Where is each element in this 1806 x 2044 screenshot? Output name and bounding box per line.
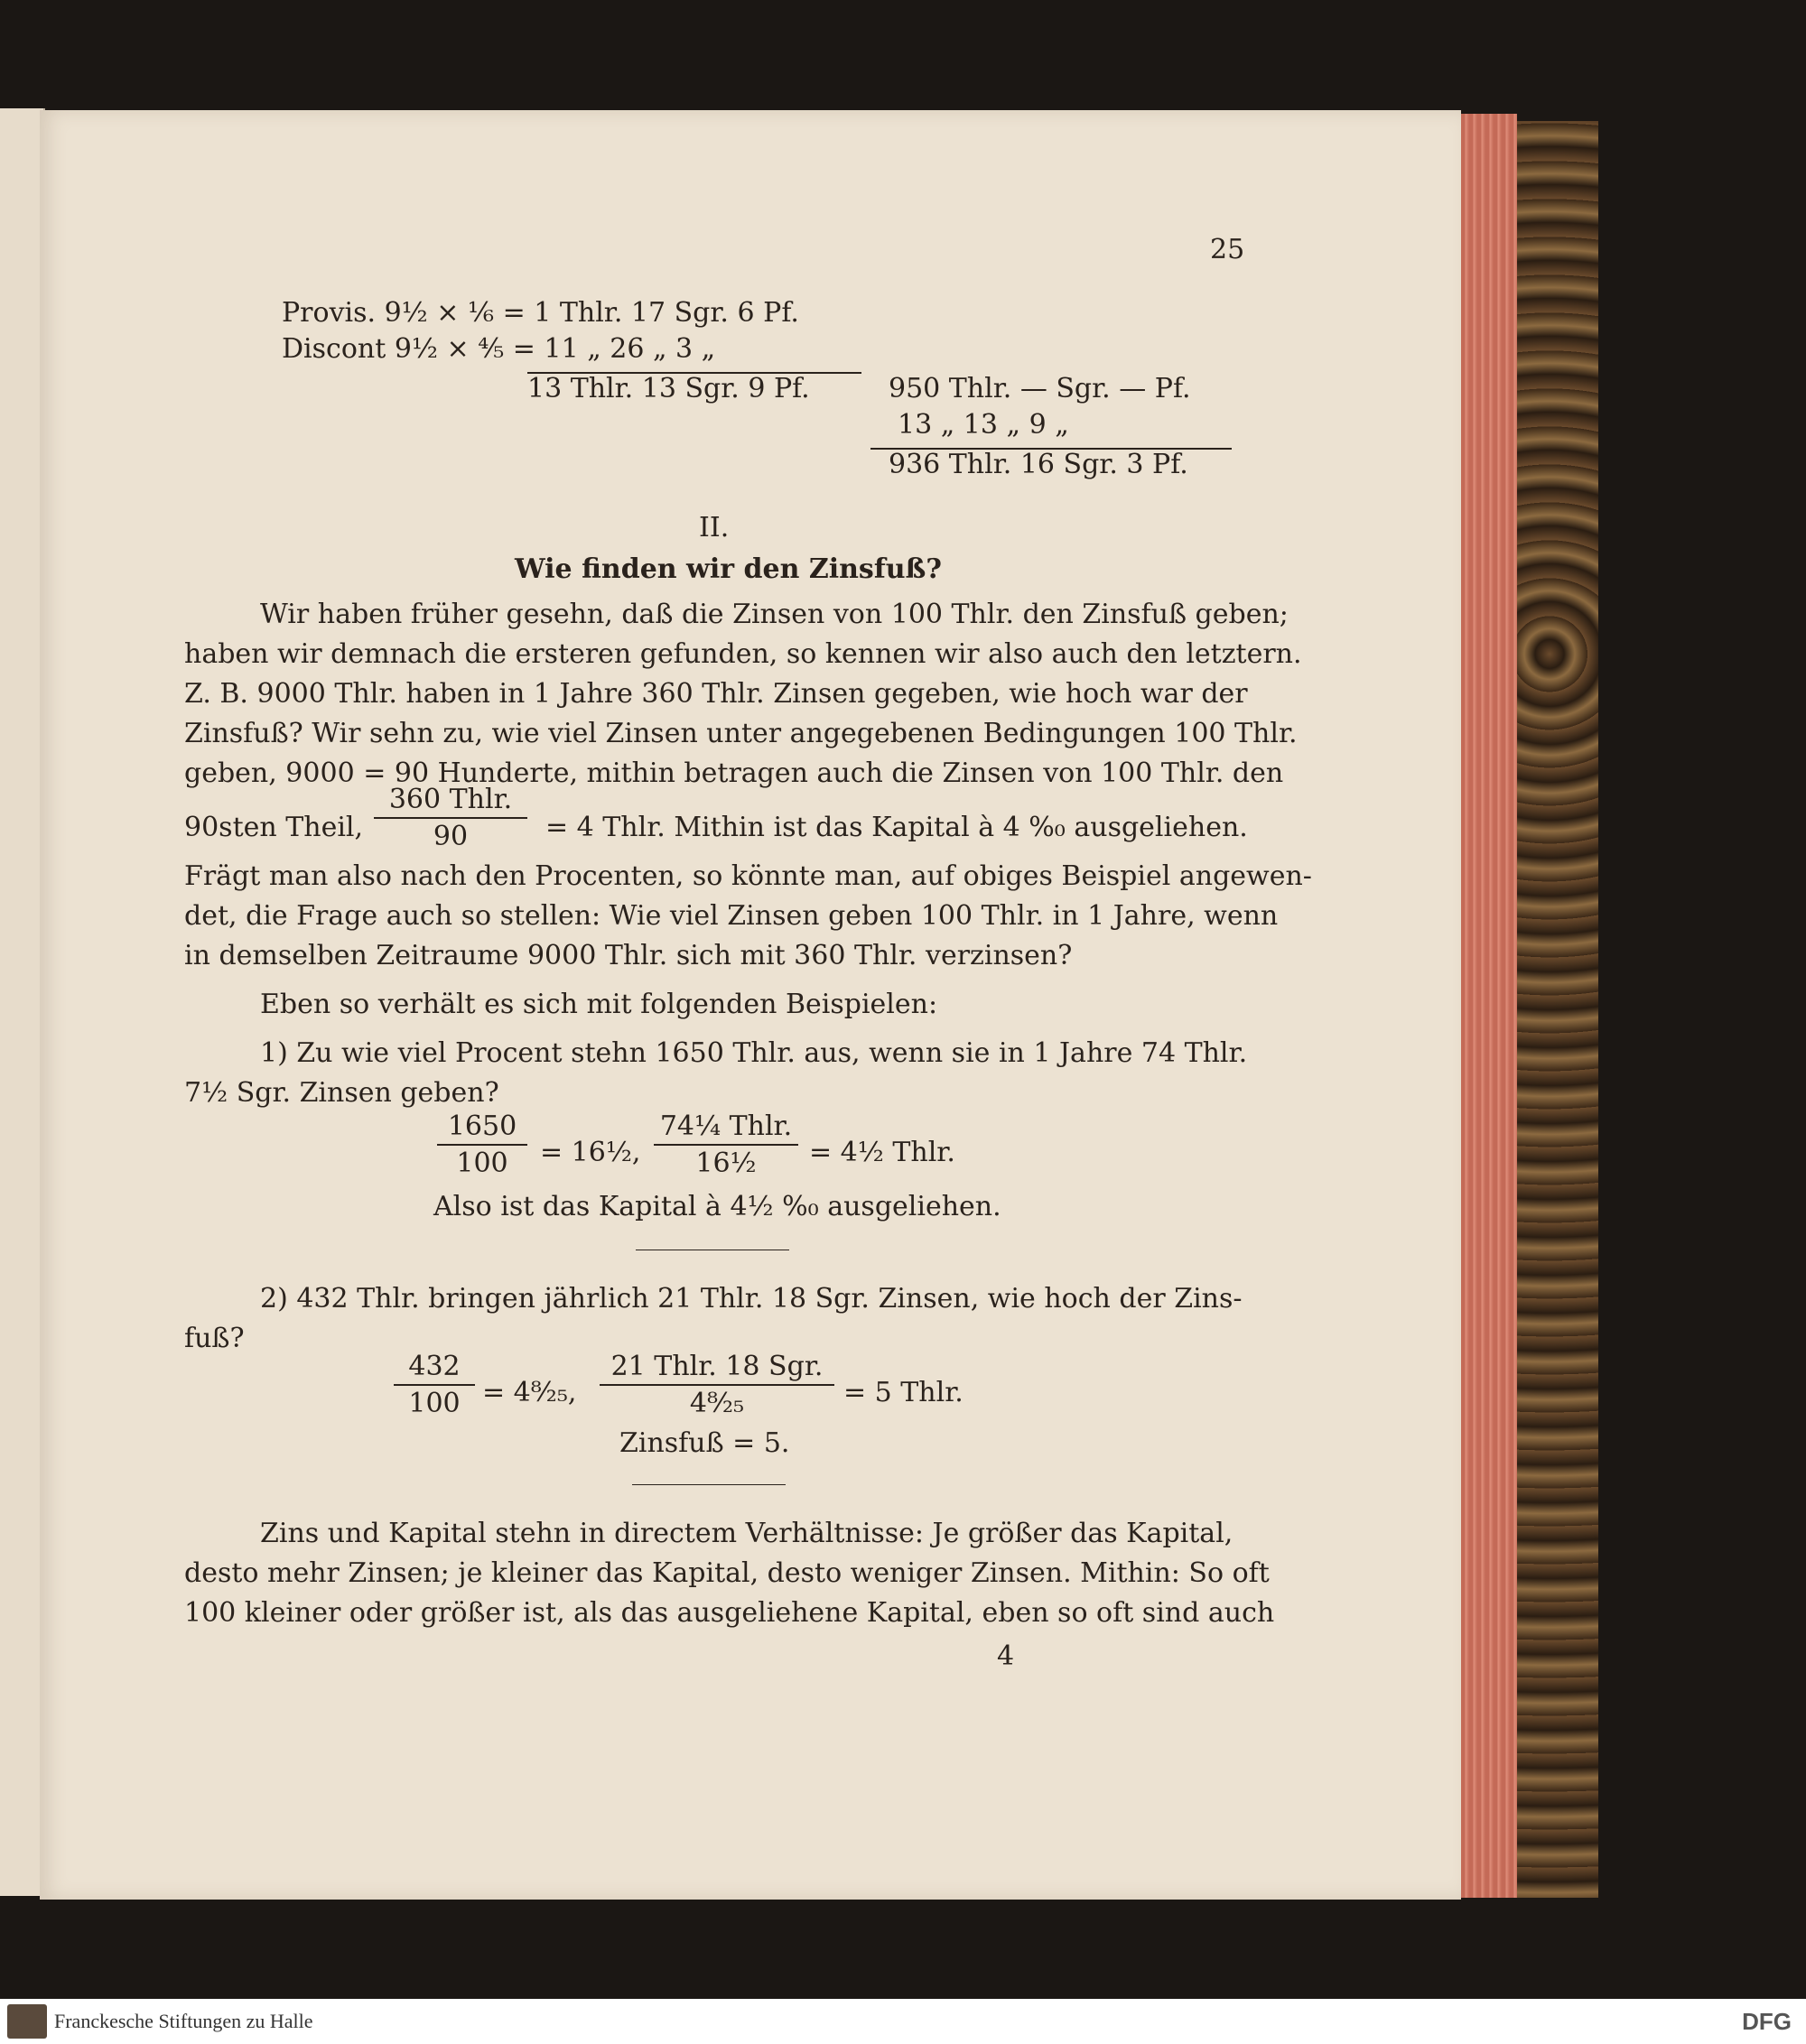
ex1-conclusion: Also ist das Kapital à 4½ %₀ ausgeliehen. (433, 1191, 1001, 1222)
calc-line-3-right: 950 Thlr. — Sgr. — Pf. (889, 373, 1191, 404)
para1-line-4: Zinsfuß? Wir sehn zu, wie viel Zinsen unter angegebenen Bedingungen 100 Thlr. (184, 718, 1298, 749)
para1-eq-prefix: 90sten Theil, (184, 812, 364, 843)
ex2-separator (632, 1484, 786, 1485)
ex1-fraction-1-num: 1650 (437, 1110, 527, 1146)
ex2-line-2: fuß? (184, 1323, 245, 1354)
section-number: II. (699, 512, 730, 544)
left-page-edge (0, 108, 45, 1896)
para2-line-2: det, die Frage auch so stellen: Wie viel Zinsen geben 100 Thlr. in 1 Jahre, wenn (184, 900, 1279, 932)
ex1-fraction-2-den: 16½ (695, 1147, 757, 1179)
para1-line-5: geben, 9000 = 90 Hunderte, mithin betragen auch die Zinsen von 100 Thlr. den (184, 757, 1284, 789)
ex1-line-1: 1) Zu wie viel Procent stehn 1650 Thlr. aus, wenn sie in 1 Jahre 74 Thlr. (260, 1037, 1248, 1069)
ex2-mid: = 4⁸⁄₂₅, (482, 1377, 577, 1408)
para3: Eben so verhält es sich mit folgenden Beispielen: (260, 989, 938, 1020)
ex1-fraction-1 (437, 1110, 527, 1179)
para1-line-3: Z. B. 9000 Thlr. haben in 1 Jahre 360 Thlr. Zinsen gegeben, wie hoch war der (184, 678, 1248, 710)
calc-line-2: Discont 9½ × ⅘ = 11 „ 26 „ 3 „ (282, 333, 716, 365)
para1-fraction-den: 90 (433, 821, 469, 852)
page-number: 25 (1210, 234, 1245, 265)
ex1-mid: = 16½, (540, 1137, 641, 1168)
signature-mark: 4 (997, 1640, 1015, 1672)
ex2-fraction-1-num: 432 (394, 1351, 475, 1386)
section-title: Wie finden wir den Zinsfuß? (515, 553, 942, 585)
ex2-line-1: 2) 432 Thlr. bringen jährlich 21 Thlr. 18 Sgr. Zinsen, wie hoch der Zins- (260, 1283, 1243, 1315)
para1-fraction-num: 360 Thlr. (374, 784, 527, 819)
para1-line-1: Wir haben früher gesehn, daß die Zinsen von 100 Thlr. den Zinsfuß geben; (260, 599, 1289, 630)
calc-line-1: Provis. 9½ × ⅙ = 1 Thlr. 17 Sgr. 6 Pf. (282, 297, 799, 329)
para4-line-1: Zins und Kapital stehn in directem Verhältnisse: Je größer das Kapital, (260, 1518, 1233, 1549)
ex2-fraction-2-num: 21 Thlr. 18 Sgr. (600, 1351, 834, 1386)
ex1-fraction-1-den: 100 (456, 1147, 508, 1179)
dfg-logo: DFG (1742, 2008, 1792, 2035)
para2-line-3: in demselben Zeitraume 9000 Thlr. sich mit 360 Thlr. verzinsen? (184, 940, 1073, 971)
ex2-result: = 5 Thlr. (843, 1377, 964, 1408)
ex2-conclusion: Zinsfuß = 5. (619, 1427, 790, 1459)
ex1-result: = 4½ Thlr. (809, 1137, 955, 1168)
para4-line-2: desto mehr Zinsen; je kleiner das Kapital, desto weniger Zinsen. Mithin: So oft (184, 1557, 1270, 1589)
calc-line-5: 936 Thlr. 16 Sgr. 3 Pf. (889, 449, 1188, 480)
footer-bar (0, 1999, 1806, 2044)
marbled-cover (1517, 121, 1598, 1898)
book-page (40, 110, 1461, 1900)
ex1-fraction-2-num: 74¼ Thlr. (654, 1110, 798, 1146)
para1-fraction (374, 784, 527, 852)
page-block-edge (1461, 114, 1517, 1898)
ex1-fraction-2 (654, 1110, 798, 1179)
ex2-fraction-2 (600, 1351, 834, 1419)
calc-line-4: 13 „ 13 „ 9 „ (898, 409, 1069, 441)
para1-eq-suffix: = 4 Thlr. Mithin ist das Kapital à 4 %₀ ausgeliehen. (545, 812, 1248, 843)
calc-line-3-left: 13 Thlr. 13 Sgr. 9 Pf. (527, 373, 810, 404)
ex2-fraction-2-den: 4⁸⁄₂₅ (689, 1388, 745, 1419)
ex1-line-2: 7½ Sgr. Zinsen geben? (184, 1077, 499, 1109)
institution-logo-icon (7, 2004, 47, 2039)
ex2-fraction-1-den: 100 (408, 1388, 461, 1419)
footer-institution: Franckesche Stiftungen zu Halle (54, 2010, 313, 2032)
para4-line-3: 100 kleiner oder größer ist, als das ausgeliehene Kapital, eben so oft sind auch (184, 1597, 1275, 1629)
para2-line-1: Frägt man also nach den Procenten, so könnte man, auf obiges Beispiel angewen- (184, 860, 1312, 892)
ex2-fraction-1 (394, 1351, 475, 1419)
para1-line-2: haben wir demnach die ersteren gefunden, so kennen wir also auch den letztern. (184, 638, 1302, 670)
